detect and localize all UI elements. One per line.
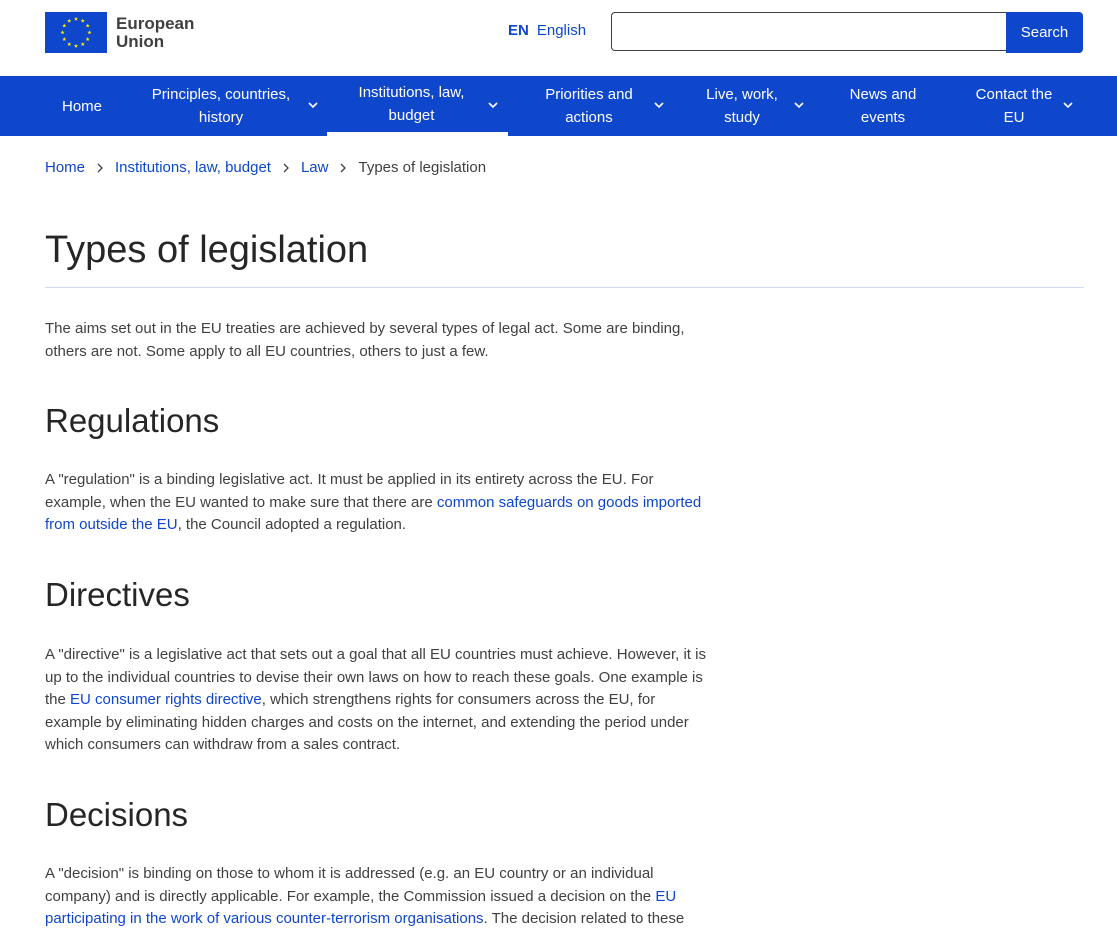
search-button[interactable]: Search	[1006, 12, 1083, 53]
decisions-text-before: A "decision" is binding on those to whom it is addressed (e.g. an EU country or an individual company) and is directly applicable. For example, the Commission issued a decision on the	[45, 865, 656, 905]
nav-item-live-work-study[interactable]	[686, 76, 810, 136]
chevron-down-icon	[305, 97, 321, 113]
logo-line-2: Union	[116, 31, 165, 51]
language-selector[interactable]	[508, 22, 586, 39]
nav-item-institutions-label	[359, 81, 465, 127]
directives-text-before: A "directive" is a legislative act that sets out a goal that all EU countries must achieve. However, it is up to the individual countries to devise their own laws on how to reach these goals. One example is the	[45, 646, 706, 708]
directives-text-after: , which strengthens rights for consumers across the EU, for example by eliminating hidden charges and costs on the internet, and extending the period under which consumers can withdraw from a sales contract.	[45, 691, 689, 753]
nav-item-principles-line2: history	[198, 109, 244, 126]
chevron-down-icon	[651, 97, 667, 113]
regulations-safeguards-link[interactable]: common safeguards on goods imported from outside the EU	[45, 493, 702, 533]
site-header	[0, 0, 1117, 76]
directives-paragraph	[45, 644, 713, 757]
regulations-paragraph	[45, 469, 710, 537]
nav-item-live-work-study-line2: study	[724, 109, 760, 126]
decisions-heading: Decisions	[45, 796, 189, 833]
nav-item-priorities-line2: actions	[565, 109, 613, 126]
breadcrumb-institutions[interactable]: Institutions, law, budget	[115, 159, 271, 176]
nav-item-live-work-study-label	[706, 83, 778, 129]
nav-item-institutions-line2: budget	[388, 107, 435, 124]
nav-item-news-events[interactable]	[833, 76, 933, 136]
breadcrumb	[45, 159, 486, 176]
regulations-text-before: A "regulation" is a binding legislative act. It must be applied in its entirety across the EU. For example, when the EU wanted to make sure that there are	[45, 471, 654, 511]
nav-item-contact[interactable]	[960, 76, 1082, 136]
nav-item-contact-line1: Contact the	[975, 86, 1053, 103]
decisions-counter-terrorism-link[interactable]: EU participating in the work of various counter-terrorism organisations	[45, 887, 677, 927]
eu-logo-link[interactable]	[45, 12, 194, 53]
main-navigation	[0, 76, 1117, 136]
directives-consumer-rights-link[interactable]: EU consumer rights directive	[70, 691, 262, 708]
chevron-down-icon	[1060, 97, 1076, 113]
logo-text	[116, 15, 194, 51]
nav-item-priorities-line1: Priorities and	[545, 86, 633, 103]
nav-item-principles[interactable]	[127, 76, 327, 136]
nav-item-news-events-line2: events	[860, 109, 906, 126]
nav-item-contact-label	[976, 83, 1053, 129]
chevron-down-icon	[791, 97, 807, 113]
nav-item-home-line1: Home	[61, 97, 102, 115]
nav-item-contact-line2: EU	[1003, 109, 1025, 126]
page-title: Types of legislation	[45, 229, 369, 271]
nav-item-news-events-label	[850, 83, 917, 129]
directives-heading: Directives	[45, 576, 190, 613]
nav-item-news-events-line1: News and	[849, 86, 917, 103]
nav-item-principles-label	[152, 83, 290, 129]
nav-item-priorities-label	[545, 83, 633, 129]
decisions-text-after: . The decision related to these	[483, 910, 685, 927]
regulations-text-after: , the Council adopted a regulation.	[177, 516, 407, 533]
language-code: EN	[508, 22, 529, 39]
eu-flag-icon	[45, 12, 107, 53]
title-divider	[45, 287, 1084, 288]
nav-item-live-work-study-line1: Live, work,	[706, 86, 778, 103]
nav-item-institutions[interactable]	[327, 76, 508, 136]
nav-item-institutions-line1: Institutions, law,	[358, 84, 465, 101]
nav-item-home[interactable]	[45, 76, 119, 136]
language-label: English	[536, 22, 587, 39]
nav-item-priorities[interactable]	[520, 76, 670, 136]
logo-line-1: European	[116, 13, 195, 33]
nav-item-home-label	[62, 95, 102, 118]
breadcrumb-home[interactable]: Home	[45, 159, 86, 176]
search-form	[611, 12, 1083, 53]
chevron-down-icon	[485, 97, 501, 113]
regulations-heading: Regulations	[45, 402, 220, 439]
chevron-right-icon	[96, 163, 104, 173]
decisions-paragraph	[45, 863, 713, 931]
breadcrumb-law[interactable]: Law	[300, 159, 329, 176]
search-input[interactable]	[611, 12, 1006, 51]
chevron-right-icon	[339, 163, 347, 173]
chevron-right-icon	[282, 163, 290, 173]
intro-paragraph: The aims set out in the EU treaties are achieved by several types of legal act. Some are binding, others are not. Some apply to all EU countries, others to just a few.	[45, 320, 685, 360]
breadcrumb-current: Types of legislation	[358, 159, 487, 176]
nav-item-principles-line1: Principles, countries,	[151, 86, 291, 103]
